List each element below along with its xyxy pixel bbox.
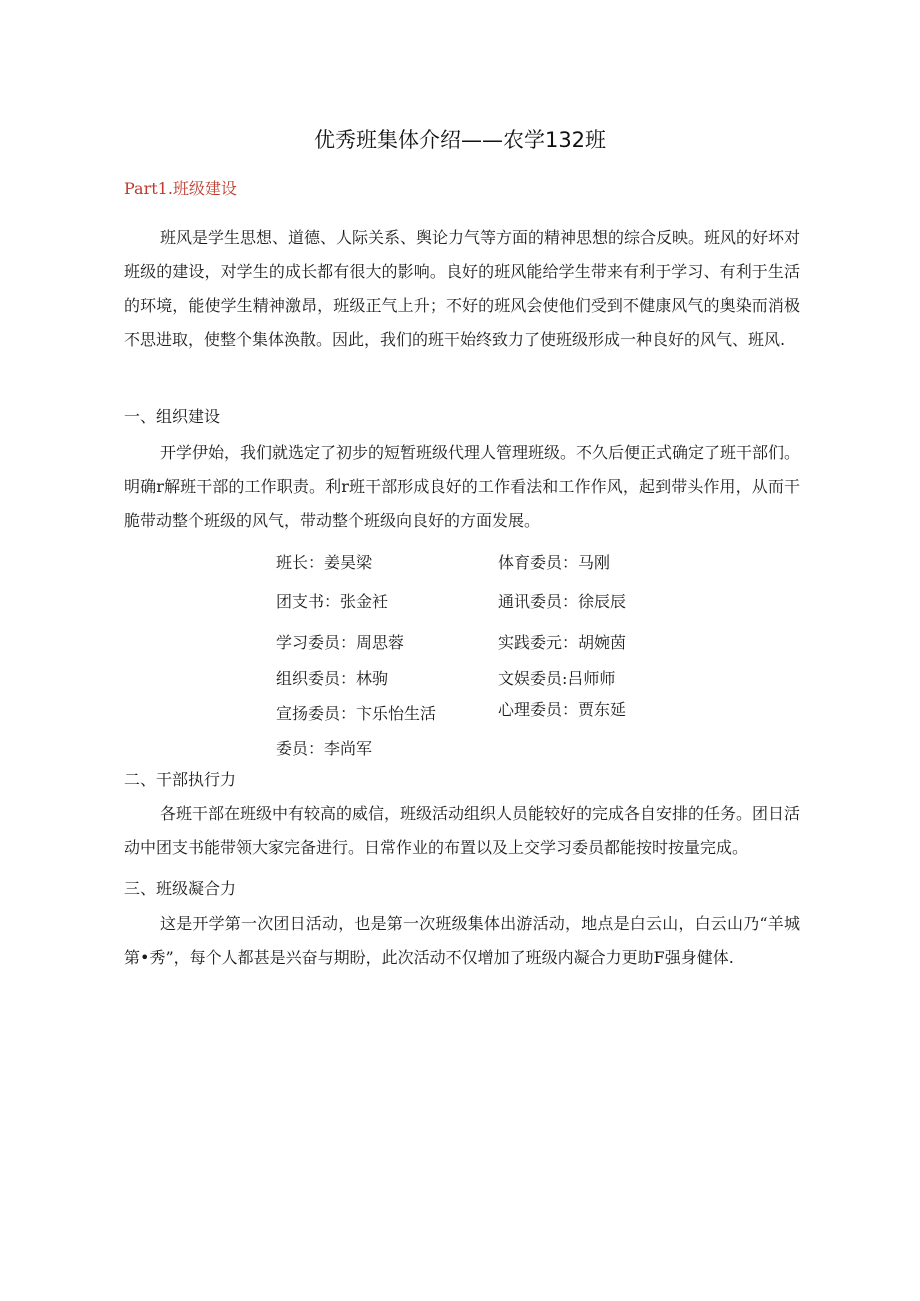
section-text-cohesion: 这是开学第一次团日活动，也是第一次班级集体出游活动，地点是白云山，白云山乃“羊城第•秀”，每个人都甚是兴奋与期盼，此次活动不仅增加了班级内凝合力更助F强身健体. bbox=[124, 914, 800, 967]
roster-right-item: 文娱委员:吕师师 bbox=[498, 669, 616, 688]
roster-left-item: 宣扬委员：卞乐怡生活 bbox=[276, 704, 437, 723]
document-title: 优秀班集体介绍——农学132班 bbox=[313, 128, 607, 152]
section-text-execution: 各班干部在班级中有较高的威信，班级活动组织人员能较好的完成各自安排的任务。团日活动中团支书能带领大家完备进行。日常作业的布置以及上交学习委员都能按时按量完成。 bbox=[124, 804, 801, 857]
roster-right-item: 实践委元：胡婉茵 bbox=[498, 633, 627, 652]
roster-left-item: 学习委员：周思蓉 bbox=[276, 633, 405, 652]
roster-left-item: 班长：姜昊梁 bbox=[276, 553, 373, 572]
roster-left-item: 团支书：张金衽 bbox=[276, 592, 389, 611]
roster-left-item: 组织委员：林驹 bbox=[276, 669, 389, 688]
roster-right-item: 体育委员：马刚 bbox=[498, 553, 611, 572]
section-heading-cohesion: 三、班级凝合力 bbox=[124, 879, 237, 898]
part-label: Part1.班级建设 bbox=[124, 179, 237, 198]
roster-right-item: 通讯委员：徐辰辰 bbox=[498, 592, 627, 611]
roster-left-item: 委员：李尚军 bbox=[276, 739, 373, 758]
section-text-organization: 开学伊始，我们就选定了初步的短暂班级代理人管理班级。不久后便正式确定了班干部们。明确r解班干部的工作职责。利r班干部形成良好的工作看法和工作作风，起到带头作用，从而干脆带动整个班级的风气，带动整个班级向良好的方面发展。 bbox=[124, 443, 801, 530]
intro-paragraph: 班风是学生思想、道德、人际关系、舆论力气等方面的精神思想的综合反映。班风的好坏对班级的建设，对学生的成长都有很大的影响。良好的班风能给学生带来有利于学习、有利于生活的环境，能使学生精神激昂，班级正气上升；不好的班风会使他们受到不健康风气的奥染而消极不思进取，使整个集体涣散。因此，我们的班干始终致力了使班级形成一种良好的风气、班风. bbox=[124, 228, 801, 349]
section-heading-organization: 一、组织建设 bbox=[124, 407, 221, 426]
section-heading-execution: 二、干部执行力 bbox=[124, 770, 237, 789]
roster-right-item: 心理委员：贾东延 bbox=[498, 700, 627, 719]
